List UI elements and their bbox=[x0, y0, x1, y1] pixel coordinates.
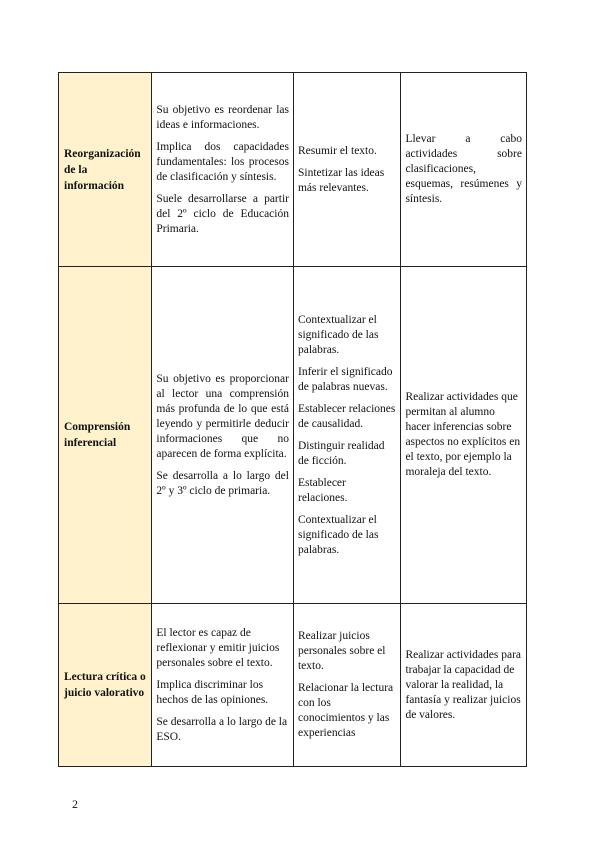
skill-item: Inferir el significado de palabras nuevas. bbox=[297, 365, 393, 393]
skill-item: Resumir el texto. bbox=[297, 144, 377, 157]
level-label: Lectura crítica o juicio valorativo bbox=[64, 671, 146, 699]
activities-cell bbox=[401, 267, 527, 604]
skills-cell bbox=[293, 73, 400, 267]
skill-item: Realizar juicios personales sobre el texto. bbox=[297, 630, 386, 672]
description-cell bbox=[152, 73, 294, 267]
table-row bbox=[59, 604, 527, 767]
activities-text: Llevar a cabo actividades sobre clasificaciones, esquemas, resúmenes y síntesis. bbox=[405, 133, 522, 205]
description-paragraph: Su objetivo es proporcionar al lector una comprensión más profunda de lo que está leyendo y permitirle deducir informaciones que no aparecen de forma explícita. bbox=[156, 372, 289, 460]
description-cell bbox=[152, 267, 294, 604]
activities-text: Realizar actividades para trabajar la capacidad de valorar la realidad, la fantasía y realizar juicios de valores. bbox=[405, 648, 522, 721]
description-paragraph: Se desarrolla a lo largo del 2º y 3º ciclo de primaria. bbox=[156, 469, 289, 497]
level-label: Reorganización de la información bbox=[64, 147, 141, 192]
table-row bbox=[59, 73, 527, 267]
skill-item: Sintetizar las ideas más relevantes. bbox=[297, 166, 385, 194]
skill-item: Establecer relaciones de causalidad. bbox=[297, 402, 396, 430]
level-cell bbox=[59, 267, 152, 604]
activities-text: Realizar actividades que permitan al alumno hacer inferencias sobre aspectos no explícitos en el texto, por ejemplo la moraleja del texto. bbox=[405, 391, 521, 478]
level-cell bbox=[59, 73, 152, 267]
skill-item: Contextualizar el significado de las palabras. bbox=[297, 513, 379, 556]
description-paragraph: El lector es capaz de reflexionar y emitir juicios personales sobre el texto. bbox=[156, 626, 280, 669]
page-number: 2 bbox=[72, 797, 78, 811]
skill-item: Relacionar la lectura con los conocimientos y las experiencias bbox=[297, 682, 394, 739]
level-label: Comprensión inferencial bbox=[64, 421, 131, 449]
description-paragraph: Suele desarrollarse a partir del 2º ciclo de Educación Primaria. bbox=[156, 192, 289, 235]
skill-item: Contextualizar el significado de las palabras. bbox=[297, 313, 379, 356]
skill-item: Distinguir realidad de ficción. bbox=[297, 439, 385, 467]
activities-cell bbox=[401, 73, 527, 267]
skills-cell bbox=[293, 267, 400, 604]
level-cell bbox=[59, 604, 152, 767]
comprehension-levels-table bbox=[58, 72, 527, 767]
description-paragraph: Se desarrolla a lo largo de la ESO. bbox=[156, 715, 288, 743]
description-cell bbox=[152, 604, 294, 767]
activities-cell bbox=[401, 604, 527, 767]
description-paragraph: Implica discriminar los hechos de las opiniones. bbox=[156, 678, 269, 706]
description-paragraph: Su objetivo es reordenar las ideas e informaciones. bbox=[156, 103, 289, 131]
skill-item: Establecer relaciones. bbox=[297, 476, 348, 504]
skills-cell bbox=[293, 604, 400, 767]
table-row bbox=[59, 267, 527, 604]
description-paragraph: Implica dos capacidades fundamentales: los procesos de clasificación y síntesis. bbox=[156, 140, 289, 183]
